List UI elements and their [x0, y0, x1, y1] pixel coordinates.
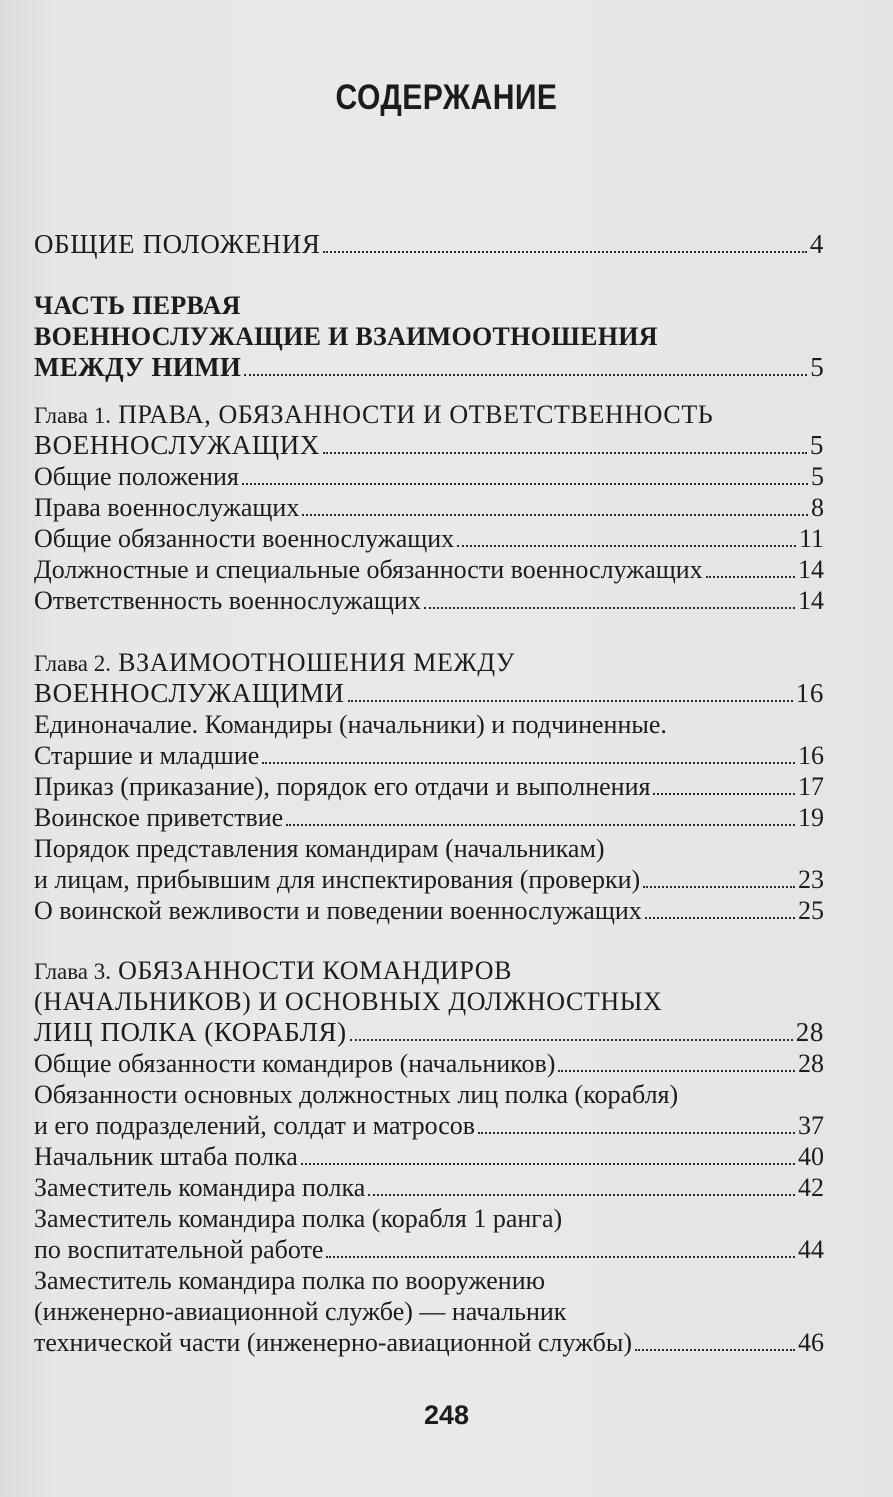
toc-entry-page: 5 — [810, 352, 824, 382]
chapter-prefix: Глава 3. — [34, 959, 112, 984]
toc-entry-page: 25 — [798, 896, 824, 925]
chapter-title: ЛИЦ ПОЛКА (КОРАБЛЯ) — [34, 1017, 347, 1047]
leader-dots — [643, 886, 795, 888]
toc-entry — [34, 1048, 824, 1079]
page-title: СОДЕРЖАНИЕ — [335, 78, 558, 117]
part-title-line: ВОЕННОСЛУЖАЩИЕ И ВЗАИМООТНОШЕНИЯ — [34, 322, 658, 351]
chapter-title: ОБЯЗАННОСТИ КОМАНДИРОВ — [118, 956, 513, 985]
leader-dots — [348, 700, 793, 702]
toc-entry-page: 17 — [798, 772, 824, 801]
toc-entry-text: Обязанности основных должностных лиц полка (корабля) — [34, 1080, 679, 1109]
toc-entry-text: (инженерно-авиационной службе) — начальник — [34, 1297, 567, 1326]
leader-dots — [645, 917, 795, 919]
leader-dots — [286, 824, 795, 826]
toc-chapter-3 — [34, 955, 824, 1358]
toc-entry-text: Заместитель командира полка (корабля 1 ранга) — [34, 1204, 563, 1233]
chapter-title: ВОЕННОСЛУЖАЩИХ — [34, 430, 320, 460]
chapter-prefix: Глава 1. — [34, 403, 112, 428]
toc-entry — [34, 678, 824, 709]
toc-entry-text: по воспитательной работе — [34, 1235, 324, 1264]
toc-entry-page: 42 — [798, 1173, 824, 1202]
toc-entry — [34, 554, 824, 585]
toc-entry-page: 19 — [798, 803, 824, 832]
toc-entry-text: Должностные и специальные обязанности военнослужащих — [34, 555, 703, 584]
toc-entry-text: Права военнослужащих — [34, 493, 300, 522]
leader-dots — [457, 545, 796, 547]
chapter-title-line — [34, 647, 824, 678]
toc-entry — [34, 430, 824, 461]
toc-entry — [34, 1172, 824, 1203]
chapter-prefix: Глава 2. — [34, 651, 112, 676]
chapter-title: (НАЧАЛЬНИКОВ) И ОСНОВНЫХ ДОЛЖНОСТНЫХ — [34, 987, 663, 1016]
toc-entry — [34, 802, 824, 833]
toc-entry-page: 28 — [795, 1017, 824, 1047]
chapter-title: ВЗАИМООТНОШЕНИЯ МЕЖДУ — [118, 648, 516, 677]
toc-entry — [34, 229, 824, 260]
toc-entry-text: Общие обязанности командиров (начальников) — [34, 1049, 556, 1078]
toc-entry-page: 16 — [795, 678, 824, 708]
toc-part-one — [34, 290, 824, 383]
toc-entry-page: 23 — [798, 865, 824, 894]
toc-entry-page: 40 — [798, 1142, 824, 1171]
toc-entry-page: 11 — [798, 524, 824, 553]
leader-dots — [302, 514, 808, 516]
toc-entry-text: Заместитель командира полка по вооружению — [34, 1266, 546, 1295]
leader-dots — [301, 1163, 795, 1165]
toc-entry-text: Старшие и младшие — [34, 741, 260, 770]
toc-entry-text: Приказ (приказание), порядок его отдачи и выполнения — [34, 772, 651, 801]
toc-entry — [34, 523, 824, 554]
chapter-title-line — [34, 399, 824, 430]
leader-dots — [244, 374, 807, 376]
leader-dots — [326, 1256, 795, 1258]
toc-entry-text: Ответственность военнослужащих — [34, 586, 421, 615]
toc-chapter-2 — [34, 647, 824, 926]
toc-entry-page: 28 — [798, 1049, 824, 1078]
toc-entry — [34, 585, 824, 616]
toc-entry-text: Порядок представления командирам (начальникам) — [34, 834, 605, 863]
toc-entry-page: 14 — [798, 555, 824, 584]
chapter-title-line — [34, 955, 824, 986]
toc-entry-page: 4 — [809, 229, 824, 259]
leader-dots — [323, 452, 807, 454]
toc-entry-text: Воинское приветствие — [34, 803, 284, 832]
toc-entry-page: 16 — [798, 741, 824, 770]
toc-entry-page: 5 — [809, 430, 824, 460]
page-number: 248 — [423, 1400, 470, 1430]
toc-entry — [34, 1327, 824, 1358]
leader-dots — [478, 1132, 795, 1134]
toc-entry-text: технической части (инженерно-авиационной службы) — [34, 1328, 633, 1357]
toc-entry-text: Общие положения — [34, 462, 239, 491]
toc-entry-text: ОБЩИЕ ПОЛОЖЕНИЯ — [34, 229, 321, 259]
chapter-title: ВОЕННОСЛУЖАЩИМИ — [34, 678, 345, 708]
leader-dots — [558, 1070, 795, 1072]
toc-entry-text: О воинской вежливости и поведении военнослужащих — [34, 896, 642, 925]
toc-entry — [34, 740, 824, 771]
leader-dots — [706, 576, 795, 578]
toc-entry — [34, 461, 824, 492]
toc-chapter-1 — [34, 399, 824, 616]
leader-dots — [653, 793, 795, 795]
toc-entry — [34, 352, 824, 383]
toc-entry — [34, 771, 824, 802]
part-title-line: МЕЖДУ НИМИ — [34, 352, 242, 382]
toc-entry — [34, 864, 824, 895]
toc-entry-text: Начальник штаба полка — [34, 1142, 298, 1171]
leader-dots — [242, 483, 808, 485]
leader-dots — [262, 762, 795, 764]
toc-entry — [34, 1017, 824, 1048]
toc-entry — [34, 492, 824, 523]
toc-entry-page: 5 — [811, 462, 824, 491]
toc-entry — [34, 1234, 824, 1265]
part-title-line: ЧАСТЬ ПЕРВАЯ — [34, 291, 241, 320]
toc-entry — [34, 1141, 824, 1172]
toc-entry — [34, 1110, 824, 1141]
chapter-title: ПРАВА, ОБЯЗАННОСТИ И ОТВЕТСТВЕННОСТЬ — [118, 400, 714, 429]
leader-dots — [635, 1349, 795, 1351]
toc-entry-text: и его подразделений, солдат и матросов — [34, 1111, 476, 1140]
toc-entry-page: 37 — [798, 1111, 824, 1140]
toc-entry-page: 44 — [798, 1235, 824, 1264]
toc-entry-page: 46 — [798, 1328, 824, 1357]
toc-entry-text: Общие обязанности военнослужащих — [34, 524, 455, 553]
toc-entry-text: и лицам, прибывшим для инспектирования (проверки) — [34, 865, 641, 894]
toc-entry-text: Единоначалие. Командиры (начальники) и подчиненные. — [34, 710, 667, 739]
toc-entry — [34, 895, 824, 926]
toc-entry-page: 14 — [798, 586, 824, 615]
toc-entry-text: Заместитель командира полка — [34, 1173, 366, 1202]
toc-entry-page: 8 — [811, 493, 824, 522]
leader-dots — [350, 1039, 793, 1041]
leader-dots — [424, 607, 795, 609]
leader-dots — [323, 251, 806, 253]
leader-dots — [368, 1194, 795, 1196]
toc-general — [34, 229, 824, 260]
